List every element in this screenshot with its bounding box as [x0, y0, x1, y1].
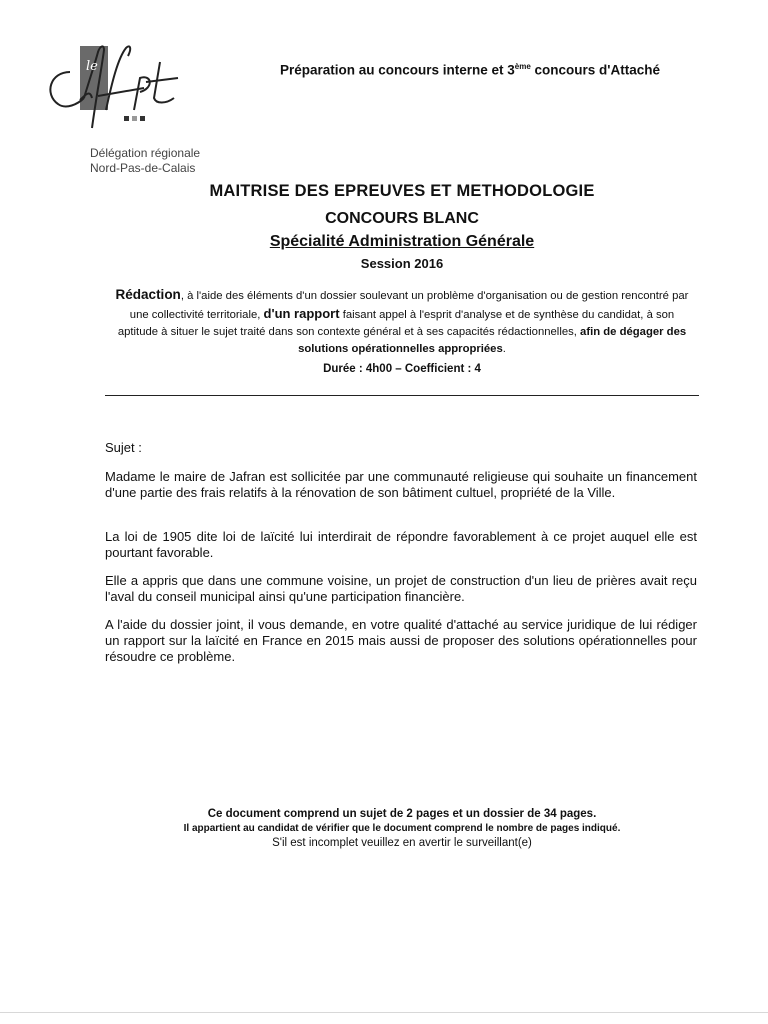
main-title: MAITRISE DES EPREUVES ET METHODOLOGIE — [209, 182, 595, 200]
delegation-line2: Nord-Pas-de-Calais — [90, 161, 196, 175]
desc-text-3: . — [502, 343, 506, 355]
header-title-prefix: Préparation au concours interne et 3 — [279, 62, 515, 78]
cnfpt-logo — [40, 38, 190, 134]
header-title-suffix: concours d'Attaché — [530, 62, 661, 78]
header-title-sup: ème — [514, 62, 531, 71]
desc-bold-redaction: Rédaction — [115, 287, 181, 302]
logo-square-1 — [124, 116, 129, 121]
footer-page-count: Ce document comprend un sujet de 2 pages et un dossier de 34 pages. — [207, 808, 597, 820]
logo-f-stroke — [106, 46, 130, 110]
desc-bold-solutions: afin de dégager des solutions opérationnelles appropriées — [298, 326, 687, 355]
sujet-paragraph-2: La loi de 1905 dite loi de laïcité lui interdirait de répondre favorablement à ce projet auquel elle est pourtant favorable. — [105, 529, 697, 560]
concours-title: CONCOURS BLANC — [325, 210, 479, 227]
delegation-line1: Délégation régionale — [90, 146, 201, 160]
epreuve-description — [112, 286, 692, 358]
logo-t-stroke — [154, 62, 174, 103]
sujet-paragraph-1: Madame le maire de Jafran est sollicitée par une communauté religieuse qui souhaite un financement d'une partie des frais relatifs à la rénovation de son bâtiment cultuel, propriété de la Ville. — [105, 469, 697, 500]
duree-coefficient: Durée : 4h00 – Coefficient : 4 — [323, 363, 481, 375]
separator-line — [105, 395, 699, 396]
sujet-paragraph-4: A l'aide du dossier joint, il vous demande, en votre qualité d'attaché au service juridique de lui rédiger un rapport sur la laïcité en France en 2015 mais aussi de proposer des solutions opérationnelles pour résoudre ce problème. — [105, 617, 697, 664]
desc-text-1: , à l'aide des éléments d'un dossier soulevant un problème d'organisation ou de gestion rencontré par une collectivité territoriale, — [129, 290, 689, 321]
desc-bold-rapport: d'un rapport — [263, 306, 340, 321]
delegation-block — [90, 146, 200, 176]
logo-c-stroke — [50, 72, 84, 106]
logo-le-text: le — [86, 59, 98, 74]
session-title: Session 2016 — [360, 256, 444, 271]
sujet-paragraph-3: Elle a appris que dans une commune voisine, un projet de construction d'un lieu de prières avait reçu l'aval du conseil municipal ainsi qu'une participation financière. — [105, 573, 697, 604]
sujet-label: Sujet : — [105, 440, 142, 455]
scan-edge-line — [0, 1012, 768, 1013]
desc-text-2: faisant appel à l'esprit d'analyse et de synthèse du candidat, à son aptitude à situer le sujet traité dans son contexte général et à ses capacités rédactionnelles, — [117, 309, 675, 338]
logo-t-bar — [146, 78, 178, 82]
header-title — [230, 62, 710, 78]
footer-surveillant: S'il est incomplet veuillez en avertir le surveillant(e) — [272, 837, 532, 849]
logo-square-3 — [140, 116, 145, 121]
footer-verification: Il appartient au candidat de vérifier que le document comprend le nombre de pages indiqué. — [183, 823, 621, 834]
logo-square-2 — [132, 116, 137, 121]
specialite-title: Spécialité Administration Générale — [269, 233, 535, 250]
